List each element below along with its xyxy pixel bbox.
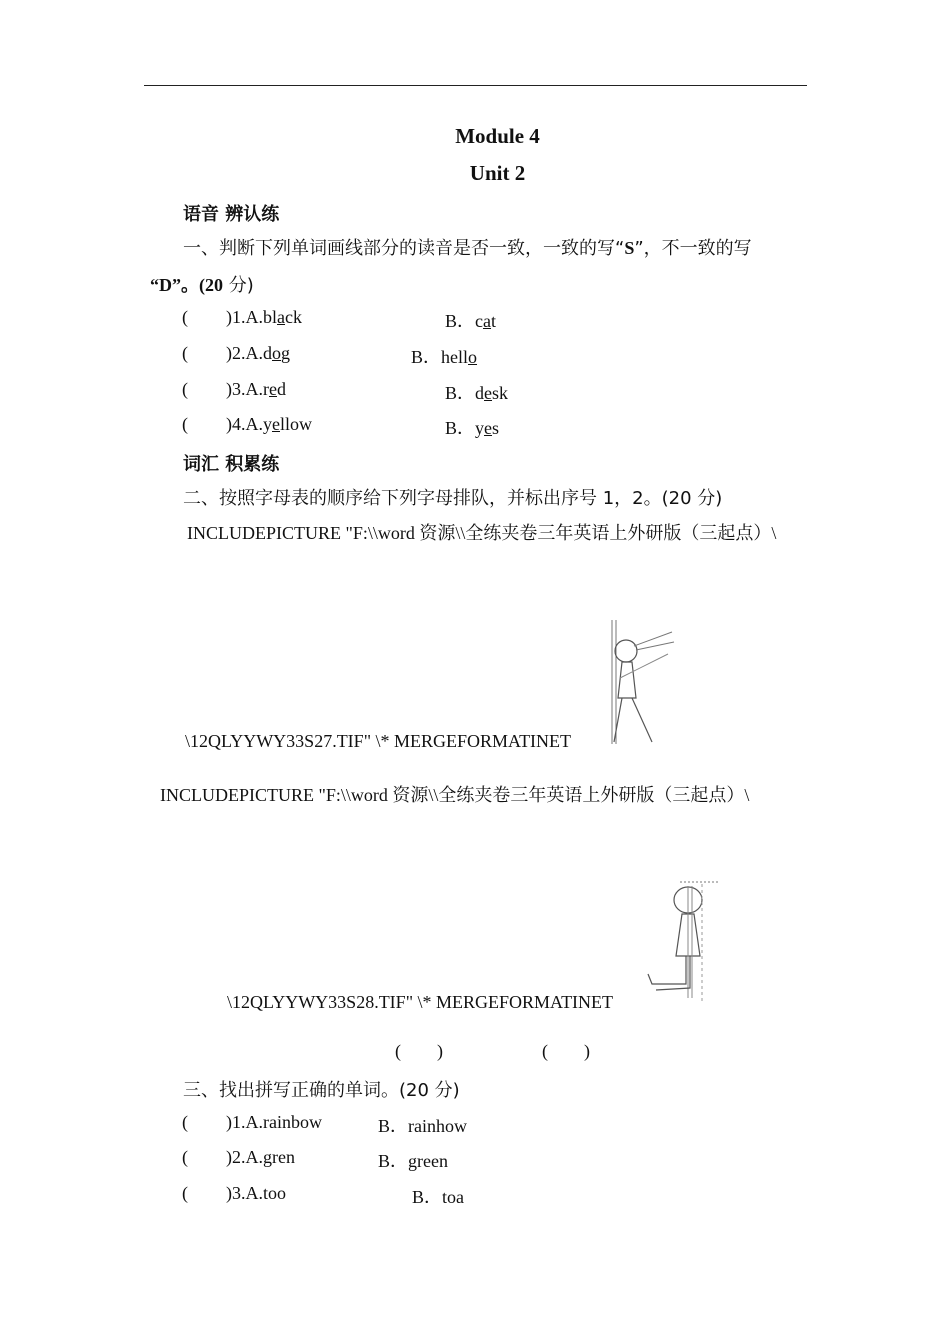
alphabet-instruction: 二、按照字母表的顺序给下列字母排队，并标出序号 1，2。(20 分)	[183, 488, 723, 509]
phonics-item-option-a: )4.A.yellow	[226, 414, 313, 434]
spelling-item-option-a: )3.A.too	[226, 1183, 286, 1203]
letter-figure-1	[608, 618, 680, 746]
section-heading-vocabulary: 词汇 积累练	[183, 454, 280, 475]
phonics-item-option-b: B．yes	[445, 418, 500, 438]
unit-title: Unit 2	[469, 161, 526, 185]
answer-blank[interactable]: ( )	[542, 1041, 590, 1061]
spelling-item-option-b: B．green	[378, 1151, 448, 1171]
phonics-instruction: 一、判断下列单词画线部分的读音是否一致，一致的写“S”，不一致的写	[183, 238, 752, 259]
phonics-item: (	[182, 379, 188, 399]
phonics-item-option-b: B．hello	[411, 347, 478, 367]
spelling-item-option-a: )2.A.gren	[226, 1147, 295, 1167]
phonics-item: (	[182, 343, 188, 363]
field-code-line: INCLUDEPICTURE "F:\\word 资源\\全练夹卷三年英语上外研版（三起点）\	[160, 785, 750, 805]
field-code-line: \12QLYYWY33S28.TIF" \* MERGEFORMATINET	[227, 992, 614, 1012]
spelling-item-option-b: B．rainhow	[378, 1116, 467, 1136]
phonics-item-option-a: )2.A.dog	[226, 343, 290, 363]
module-title: Module 4	[455, 124, 540, 148]
section-heading-phonics: 语音 辨认练	[183, 204, 280, 225]
phonics-item-option-b: B．desk	[445, 383, 509, 403]
spelling-instruction: 三、找出拼写正确的单词。(20 分)	[183, 1080, 460, 1101]
phonics-item: (	[182, 414, 188, 434]
header-rule	[144, 85, 807, 86]
phonics-item-option-b: B．cat	[445, 311, 497, 331]
field-code-line: INCLUDEPICTURE "F:\\word 资源\\全练夹卷三年英语上外研版（三起点）\	[187, 523, 777, 543]
field-code-line: \12QLYYWY33S27.TIF" \* MERGEFORMATINET	[185, 731, 572, 751]
phonics-instruction-cont: “D”。(20 分)	[150, 275, 254, 296]
spelling-item-option-a: )1.A.rainbow	[226, 1112, 322, 1132]
spelling-item: (	[182, 1147, 188, 1167]
phonics-item: (	[182, 307, 188, 327]
answer-blank[interactable]: ( )	[395, 1041, 443, 1061]
phonics-item-option-a: )3.A.red	[226, 379, 286, 399]
phonics-item-option-a: )1.A.black	[226, 307, 303, 327]
spelling-item: (	[182, 1112, 188, 1132]
spelling-item-option-b: B．toa	[412, 1187, 464, 1207]
letter-figure-2	[640, 878, 724, 1008]
spelling-item: (	[182, 1183, 188, 1203]
